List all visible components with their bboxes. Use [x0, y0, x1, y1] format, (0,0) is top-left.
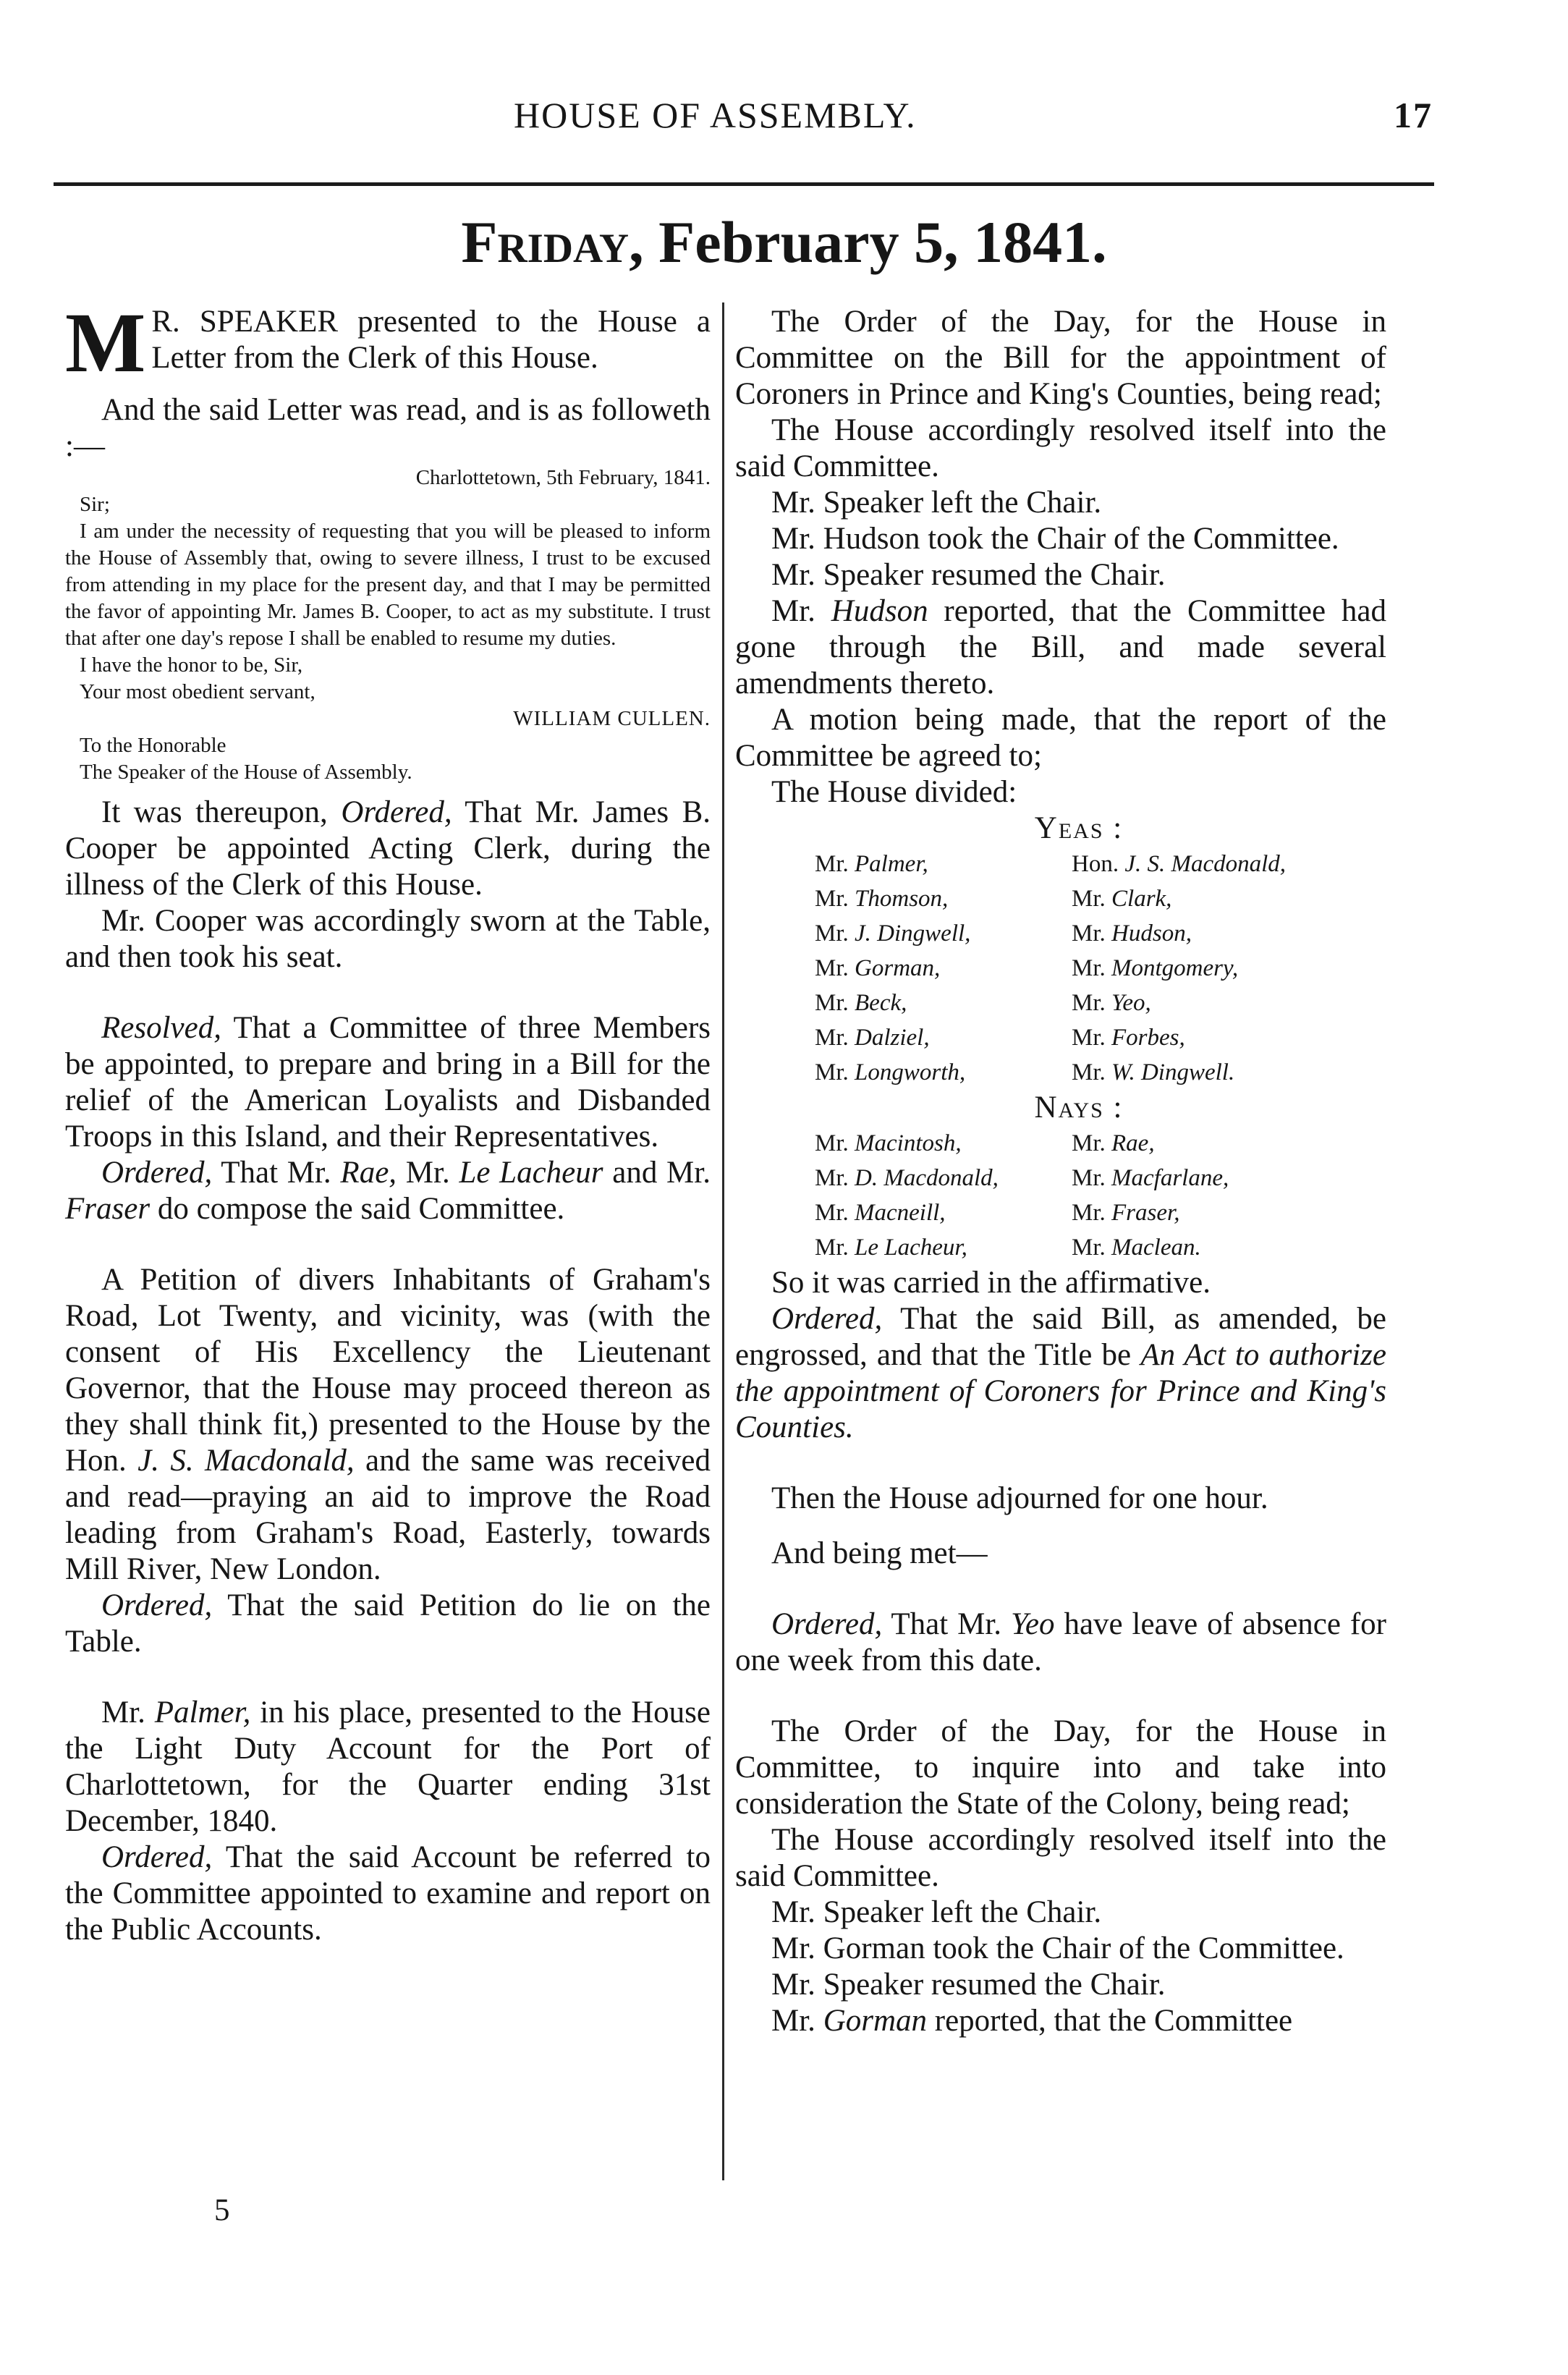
- letter-address-1: To the Honorable: [80, 734, 226, 757]
- paragraph-speaker-left: Mr. Speaker left the Chair.: [771, 486, 1102, 520]
- paragraph-resolved-committee: The House accordingly resolved itself into the said Committee.: [735, 413, 1386, 483]
- vote-entry: Mr. Clark,: [1072, 886, 1172, 912]
- vote-entry: Mr. Macneill,: [815, 1200, 946, 1226]
- vote-entry: Mr. Longworth,: [815, 1059, 966, 1085]
- letter-salutation: Sir;: [80, 493, 110, 516]
- yeas-list: [815, 847, 1386, 1090]
- vote-entry: Mr. Macintosh,: [815, 1130, 962, 1156]
- vote-entry: Mr. Montgomery,: [1072, 955, 1239, 981]
- vote-entry: Mr. Hudson,: [1072, 920, 1192, 947]
- vote-entry: Mr. Rae,: [1072, 1130, 1155, 1156]
- letter-body: I am under the necessity of requesting that you will be pleased to inform the House of Assembly that, owing to severe illness, I trust to be excused from attending in my place for the present day, and that I may be permitted the favor of appointing Mr. James B. Cooper, to act as my substitute. I trust that after one day's repose I shall be enabled to resume my duties.: [65, 520, 711, 650]
- paragraph-speaker-resumed: Mr. Speaker resumed the Chair.: [771, 558, 1166, 592]
- session-date: [0, 208, 1568, 276]
- vote-entry: Mr. Maclean.: [1072, 1235, 1201, 1261]
- left-column: [65, 295, 711, 1948]
- paragraph-light-duty: Mr. Palmer, in his place, presented to the House the Light Duty Account for the Port of Charlottetown, for the Quarter ending 31st December, 1840.: [65, 1695, 711, 1838]
- vote-entry: Mr. Gorman,: [815, 955, 941, 981]
- signature-mark: 5: [214, 2193, 230, 2227]
- vote-entry: Mr. J. Dingwell,: [815, 920, 971, 947]
- vote-entry: Mr. Yeo,: [1072, 990, 1151, 1016]
- paragraph-committee-ordered: Ordered, That Mr. Rae, Mr. Le Lacheur and Mr. Fraser do compose the said Committee.: [65, 1156, 711, 1226]
- paragraph-speaker-letter: M R. SPEAKER presented to the House a Letter from the Clerk of this House.: [65, 295, 711, 390]
- paragraph-resolved-committee-2: The House accordingly resolved itself into the said Committee.: [735, 1823, 1386, 1893]
- vote-entry: Mr. Le Lacheur,: [815, 1235, 967, 1261]
- date-weekday: Friday: [461, 209, 630, 275]
- paragraph-sworn: Mr. Cooper was accordingly sworn at the Table, and then took his seat.: [65, 904, 711, 974]
- paragraph-order-coroners: The Order of the Day, for the House in Committee on the Bill for the appointment of Coroners in Prince and King's Counties, being read;: [735, 305, 1386, 411]
- paragraph-gorman-chair: Mr. Gorman took the Chair of the Committee.: [771, 1931, 1344, 1965]
- column-divider: [722, 302, 724, 2180]
- paragraph-resolved: Resolved, That a Committee of three Members be appointed, to prepare and bring in a Bill for the relief of the American Loyalists and Disbanded Troops in this Island, and their Representatives.: [65, 1011, 711, 1153]
- vote-entry: Mr. Thomson,: [815, 886, 949, 912]
- vote-entry: Mr. Beck,: [815, 990, 907, 1016]
- header-rule: [54, 182, 1434, 186]
- paragraph-letter-read: And the said Letter was read, and is as followeth :—: [65, 393, 711, 463]
- drop-cap: M: [65, 295, 146, 390]
- vote-entry: Mr. Forbes,: [1072, 1025, 1185, 1051]
- nays-heading: Nays :: [1034, 1091, 1124, 1125]
- page-number: 17: [1394, 95, 1433, 135]
- paragraph-gorman-reported: Mr. Gorman reported, that the Committee: [771, 2004, 1293, 2038]
- paragraph-speaker-left-2: Mr. Speaker left the Chair.: [771, 1895, 1102, 1929]
- vote-entry: Hon. J. S. Macdonald,: [1072, 851, 1287, 877]
- vote-entry: Mr. D. Macdonald,: [815, 1165, 999, 1191]
- yeas-heading: Yeas :: [1034, 811, 1124, 845]
- vote-entry: Mr. Fraser,: [1072, 1200, 1180, 1226]
- nays-list: [815, 1126, 1386, 1265]
- vote-entry: Mr. W. Dingwell.: [1072, 1059, 1235, 1085]
- paragraph-carried: So it was carried in the affirmative.: [771, 1266, 1211, 1300]
- vote-entry: Mr. Dalziel,: [815, 1025, 930, 1051]
- vote-entry: Mr. Macfarlane,: [1072, 1165, 1229, 1191]
- paragraph-yeo-leave: Ordered, That Mr. Yeo have leave of absence for one week from this date.: [735, 1607, 1386, 1677]
- letter-close-1: I have the honor to be, Sir,: [80, 653, 303, 677]
- paragraph-hudson-chair: Mr. Hudson took the Chair of the Committee.: [771, 522, 1339, 556]
- paragraph-hudson-reported: Mr. Hudson reported, that the Committee had gone through the Bill, and made several amendments thereto.: [735, 594, 1386, 700]
- letter-dateline: Charlottetown, 5th February, 1841.: [415, 466, 711, 489]
- paragraph-motion: A motion being made, that the report of the Committee be agreed to;: [735, 703, 1386, 773]
- clerk-letter: [65, 465, 711, 786]
- right-column: [735, 304, 1386, 2039]
- letter-address-2: The Speaker of the House of Assembly.: [80, 761, 412, 784]
- letter-close-2: Your most obedient servant,: [80, 680, 315, 703]
- paragraph-speaker-resumed-2: Mr. Speaker resumed the Chair.: [771, 1968, 1166, 2002]
- running-title: HOUSE OF ASSEMBLY.: [514, 95, 917, 135]
- paragraph-bill-engrossed: Ordered, That the said Bill, as amended, be engrossed, and that the Title be An Act to authorize the appointment of Coroners for Prince and King's Counties.: [735, 1302, 1386, 1444]
- paragraph-divided: The House divided:: [771, 775, 1017, 809]
- paragraph-acting-clerk: It was thereupon, Ordered, That Mr. James B. Cooper be appointed Acting Clerk, during the illness of the Clerk of this House.: [65, 795, 711, 902]
- vote-entry: Mr. Palmer,: [815, 851, 928, 877]
- date-rest: , February 5, 1841.: [629, 209, 1107, 275]
- paragraph-order-colony: The Order of the Day, for the House in Committee, to inquire into and take into consideration the State of the Colony, being read;: [735, 1714, 1386, 1821]
- paragraph-account-ordered: Ordered, That the said Account be referred to the Committee appointed to examine and report on the Public Accounts.: [65, 1840, 711, 1947]
- paragraph-adjourned: Then the House adjourned for one hour.: [771, 1481, 1268, 1515]
- running-header: [58, 80, 1433, 137]
- paragraph-petition-ordered: Ordered, That the said Petition do lie on the Table.: [65, 1588, 711, 1659]
- paragraph-petition: A Petition of divers Inhabitants of Graham's Road, Lot Twenty, and vicinity, was (with the consent of His Excellency the Lieutenant Governor, that the House may proceed thereon as they shall think fit,) presented to the House by the Hon. J. S. Macdonald, and the same was received and read—praying an aid to improve the Road leading from Graham's Road, Easterly, towards Mill River, New London.: [65, 1263, 711, 1586]
- letter-signature: WILLIAM CULLEN.: [513, 707, 711, 730]
- paragraph-being-met: And being met—: [771, 1536, 988, 1570]
